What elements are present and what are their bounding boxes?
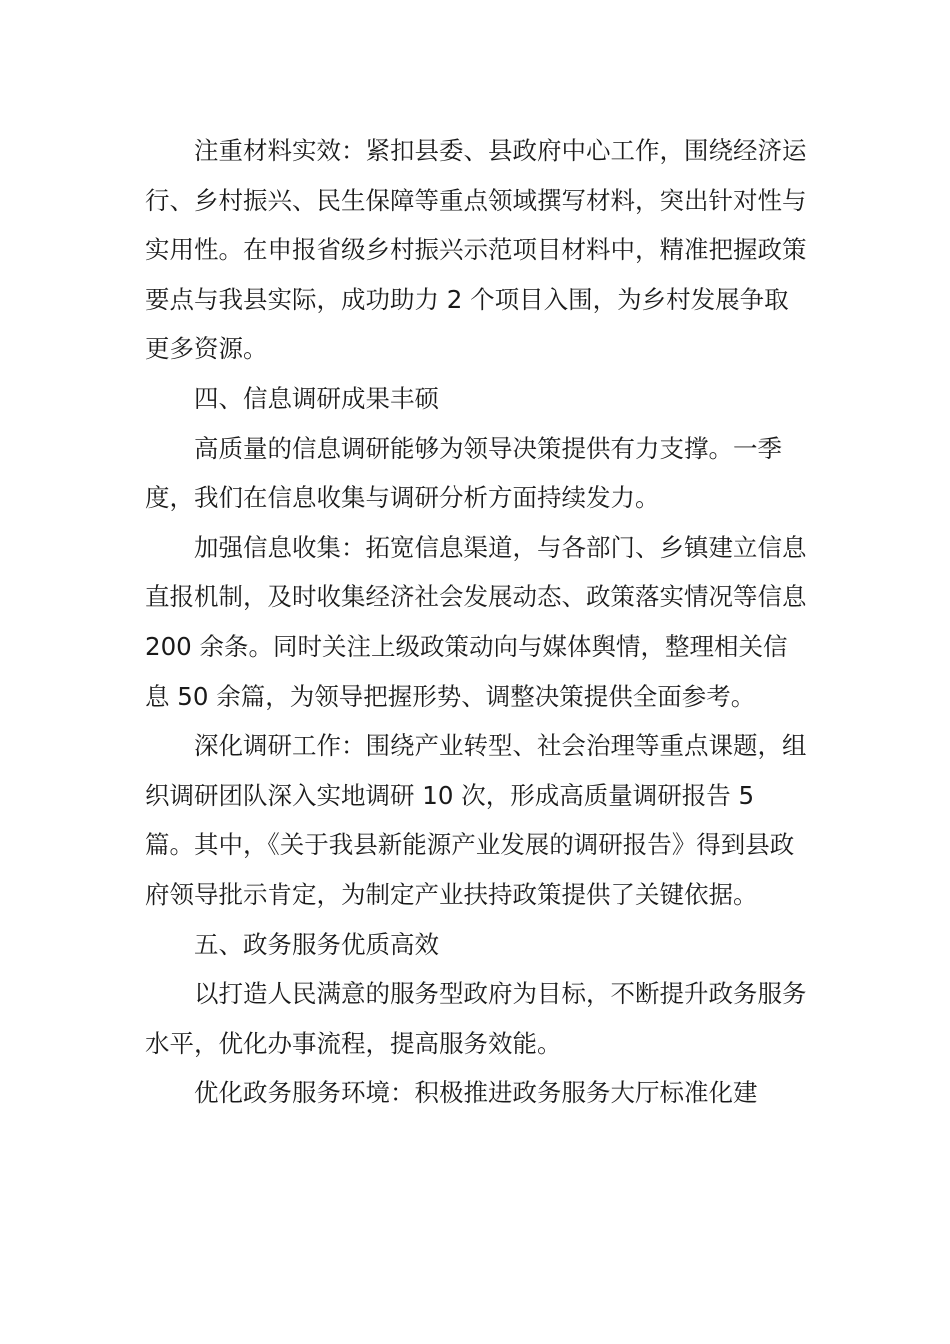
paragraph-material-effectiveness: 注重材料实效：紧扣县委、县政府中心工作，围绕经济运行、乡村振兴、民生保障等重点领域撰写材料，突出针对性与实用性。在申报省级乡村振兴示范项目材料中，精准把握政策要点与我县实际，成功助力 2 个项目入围，为乡村发展争取更多资源。 (145, 136, 807, 364)
paragraph-information-collection: 加强信息收集：拓宽信息渠道，与各部门、乡镇建立信息直报机制，及时收集经济社会发展动态、政策落实情况等信息 200 余条。同时关注上级政策动向与媒体舆情，整理相关信息 50 余篇，为领导把握形势、调整决策提供全面参考。 (145, 532, 807, 711)
paragraph-services-intro: 以打造人民满意的服务型政府为目标，不断提升政务服务水平，优化办事流程，提高服务效能。 (145, 979, 807, 1058)
section-heading-research: 四、信息调研成果丰硕 (194, 383, 439, 413)
section-heading-government-services: 五、政务服务优质高效 (194, 929, 439, 959)
document-body (145, 126, 809, 1118)
paragraph-services-environment: 优化政务服务环境：积极推进政务服务大厅标准化建 (194, 1078, 758, 1108)
paragraph-deepen-research: 深化调研工作：围绕产业转型、社会治理等重点课题，组织调研团队深入实地调研 10 次，形成高质量调研报告 5 篇。其中，《关于我县新能源产业发展的调研报告》得到县政府领导批示肯定，为制定产业扶持政策提供了关键依据。 (145, 731, 807, 909)
paragraph-research-intro: 高质量的信息调研能够为领导决策提供有力支撑。一季度，我们在信息收集与调研分析方面持续发力。 (145, 433, 782, 513)
